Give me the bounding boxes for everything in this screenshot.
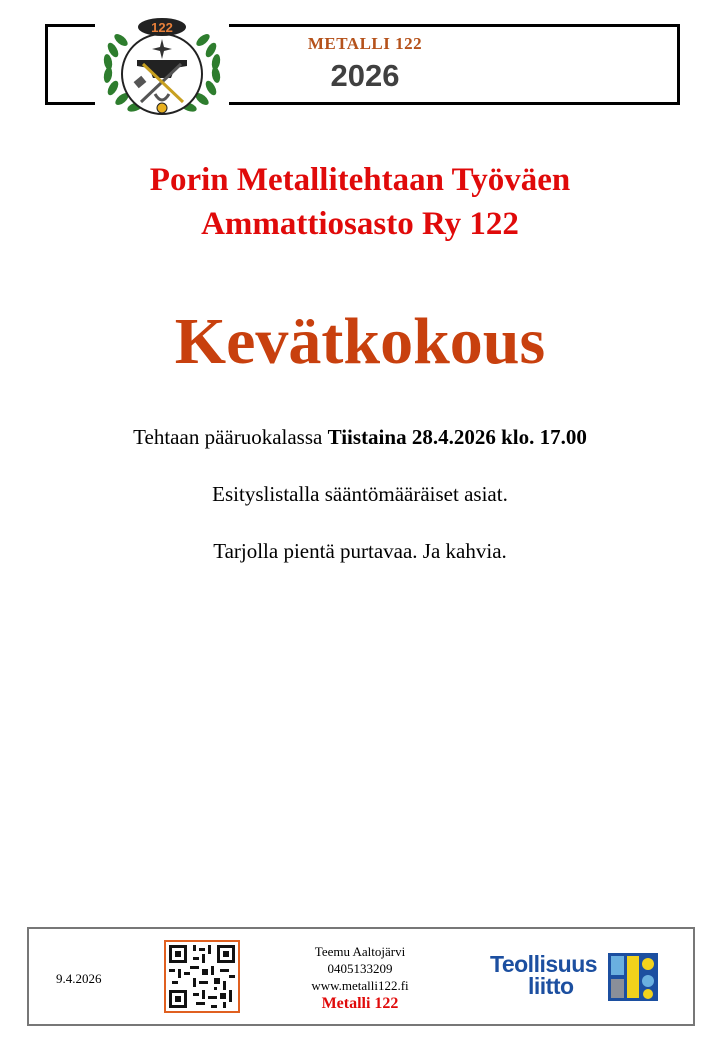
teollisuusliitto-logo [490,953,660,1005]
refreshments-paragraph: Tarjolla pientä purtavaa. Ja kahvia. [213,539,507,563]
teollisuusliitto-wordmark: Teollisuus liitto [490,951,598,999]
organization-title [60,158,660,246]
header-org-label: METALLI 122 [307,34,423,53]
contact-name: Teemu Aaltojärvi [314,944,406,959]
meeting-heading: Kevätkokous [174,305,546,378]
meeting-datetime: Tiistaina 28.4.2026 klo. 17.00 [327,425,587,449]
contact-phone: 0405133209 [327,961,393,976]
svg-text:122: 122 [151,20,173,35]
title-line-2: Ammattiosasto Ry 122 [201,206,519,242]
agenda-paragraph: Esityslistalla sääntömääräiset asiat. [212,482,508,506]
meeting-time-paragraph [40,424,680,450]
contact-block [280,943,440,1014]
teollisuusliitto-mark-icon [608,953,658,1001]
contact-org: Metalli 122 [321,995,399,1012]
header-year: 2026 [330,58,400,93]
union-emblem-icon [95,10,229,122]
meeting-location: Tehtaan pääruokalassa [133,425,328,449]
qr-code-icon[interactable] [164,940,240,1013]
contact-website[interactable]: www.metalli122.fi [311,978,409,993]
footer-date: 9.4.2026 [56,971,102,986]
title-line-1: Porin Metallitehtaan Työväen [149,162,571,198]
